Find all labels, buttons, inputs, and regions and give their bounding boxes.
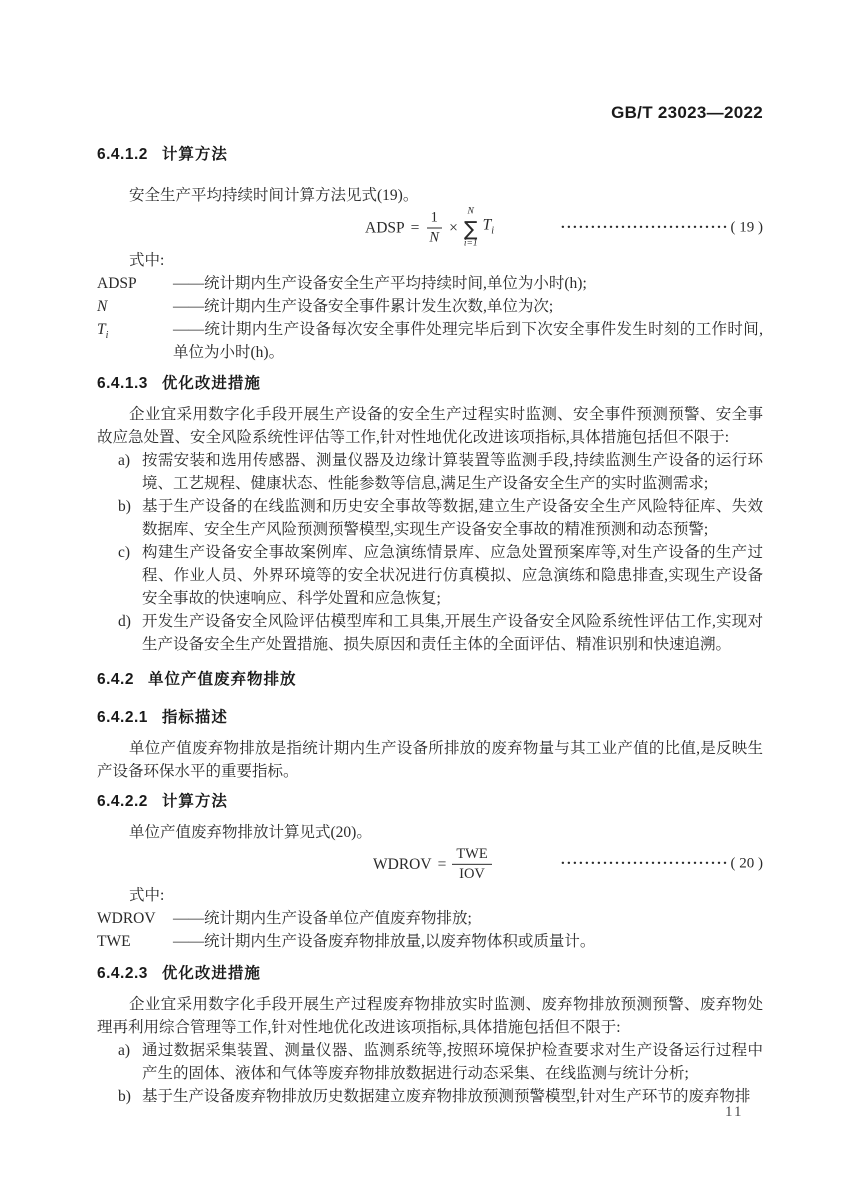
where-label: 式中:: [129, 887, 165, 904]
formula-variable: $T_i$: [482, 216, 495, 237]
term-dash: ——: [173, 910, 204, 927]
fraction-numerator: 1: [427, 210, 442, 229]
times-sign: ×: [449, 219, 458, 237]
fraction-denominator: IOV: [459, 865, 485, 882]
list-item-c: [97, 541, 763, 610]
summation: [464, 208, 478, 249]
heading-number: 6.4.2.1: [97, 709, 148, 726]
item-text: 基于生产设备废弃物排放历史数据建立废弃物排放预测预警模型,针对生产环节的废弃物排: [142, 1088, 751, 1105]
list-item-d: [97, 610, 763, 656]
heading-6-4-2-3: [97, 962, 763, 985]
page-number: 11: [725, 1104, 744, 1120]
doc-code: GB/T 23023—2022: [611, 103, 763, 122]
where-label: 式中:: [129, 252, 165, 269]
item-label: a): [118, 1042, 131, 1059]
term-dash: ——: [173, 275, 204, 292]
formula-lhs: ADSP: [365, 219, 405, 237]
term-symbol: N: [97, 298, 108, 315]
dot-leader: ····························: [560, 219, 729, 236]
list-item-b: [97, 1085, 763, 1108]
paragraph-6421: 单位产值废弃物排放是指统计期内生产设备所排放的废弃物量与其工业产值的比值,是反映生产设备环保水平的重要指标。: [97, 740, 763, 780]
heading-6-4-2-2: [97, 790, 763, 813]
heading-title: 优化改进措施: [161, 965, 261, 982]
list-item-b: [97, 495, 763, 541]
formula-20-leader: [560, 853, 763, 876]
heading-title: 计算方法: [161, 146, 228, 163]
heading-number: 6.4.2.2: [97, 793, 148, 810]
heading-title: 单位产值废弃物排放: [147, 671, 297, 688]
fraction-numerator: TWE: [452, 846, 491, 865]
item-label: a): [118, 452, 131, 469]
heading-6-4-2-1: [97, 706, 763, 729]
formula-lhs: WDROV: [373, 855, 432, 873]
term-definition: ——统计期内生产设备每次安全事件处理完毕后到下次安全事件发生时刻的工作时间,单位为小时(h)。: [173, 321, 763, 361]
term-symbol: WDROV: [97, 910, 156, 927]
item-text: 构建生产设备安全事故案例库、应急演练情景库、应急处置预案库等,对生产设备的生产过程、作业人员、外界环境等的安全状况进行仿真模拟、应急演练和隐患排查,实现生产设备安全事故的快速响应、科学处置和应急恢复;: [142, 544, 763, 607]
fraction: [425, 210, 443, 246]
heading-number: 6.4.1.2: [97, 146, 148, 163]
item-label: d): [118, 613, 131, 630]
sum-lower-limit: i=1: [463, 238, 478, 248]
term-symbol: TWE: [97, 933, 131, 950]
dot-leader: ····························: [560, 855, 729, 872]
heading-title: 优化改进措施: [161, 375, 261, 392]
paragraph-6423-intro: 企业宜采用数字化手段开展生产过程废弃物排放实时监测、废弃物排放预测预警、废弃物处理再利用综合管理等工作,针对性地优化改进该项指标,具体措施包括但不限于:: [97, 996, 763, 1036]
paragraph-formula19-intro: 安全生产平均持续时间计算方法见式(19)。: [129, 187, 419, 204]
term-row-ti: [97, 318, 763, 364]
term-dash: ——: [173, 321, 204, 338]
heading-6-4-1-2: [97, 143, 763, 166]
term-symbol: ADSP: [97, 275, 137, 292]
item-text: 开发生产设备安全风险评估模型库和工具集,开展生产设备安全风险系统性评估工作,实现对生产设备安全生产处置措施、损失原因和责任主体的全面评估、精准识别和快速追溯。: [142, 613, 763, 653]
term-definition: ——统计期内生产设备安全生产平均持续时间,单位为小时(h);: [173, 275, 587, 292]
page-content: [97, 0, 763, 1108]
formula-number: ( 20 ): [730, 855, 763, 872]
paragraph-6413-intro: 企业宜采用数字化手段开展生产设备的安全生产过程实时监测、安全事件预测预警、安全事故应急处置、安全风险系统性评估等工作,针对性地优化改进该项指标,具体措施包括但不限于:: [97, 406, 763, 446]
sum-upper-limit: N: [467, 206, 474, 217]
equals-sign: =: [437, 855, 447, 873]
term-dash: ——: [173, 298, 204, 315]
heading-title: 计算方法: [161, 793, 228, 810]
item-label: b): [118, 498, 131, 515]
formula-19-leader: [560, 217, 763, 240]
fraction-denominator: N: [429, 229, 440, 246]
term-row-n: [97, 295, 763, 318]
formula-19: [365, 208, 494, 249]
formula-20: [373, 846, 492, 882]
term-definition: ——统计期内生产设备安全事件累计发生次数,单位为次;: [173, 298, 554, 315]
term-definition: ——统计期内生产设备单位产值废弃物排放;: [173, 910, 472, 927]
formula-number: ( 19 ): [730, 219, 763, 236]
term-row-twe: [97, 930, 763, 953]
item-text: 按需安装和选用传感器、测量仪器及边缘计算装置等监测手段,持续监测生产设备的运行环境、工艺规程、健康状态、性能参数等信息,满足生产设备安全生产的实时监测需求;: [142, 452, 763, 492]
list-item-a: [97, 449, 763, 495]
item-label: c): [118, 544, 131, 561]
paragraph-formula20-intro: 单位产值废弃物排放计算见式(20)。: [129, 824, 372, 841]
item-text: 通过数据采集装置、测量仪器、监测系统等,按照环境保护检查要求对生产设备运行过程中产生的固体、液体和气体等废弃物排放数据进行动态采集、在线监测与统计分析;: [142, 1042, 763, 1082]
formula-19-row: [97, 207, 763, 249]
equals-sign: =: [410, 219, 420, 237]
item-text: 基于生产设备的在线监测和历史安全事故等数据,建立生产设备安全生产风险特征库、失效数据库、安全生产风险预测预警模型,实现生产设备安全事故的精准预测和动态预警;: [142, 498, 763, 538]
heading-number: 6.4.2: [97, 671, 134, 688]
term-definition: ——统计期内生产设备废弃物排放量,以废弃物体积或质量计。: [173, 933, 596, 950]
term-row-wdrov: [97, 907, 763, 930]
formula-20-row: [97, 844, 763, 884]
term-row-adsp: [97, 272, 763, 295]
heading-6-4-1-3: [97, 372, 763, 395]
sigma-icon: ∑: [463, 216, 478, 240]
item-label: b): [118, 1088, 131, 1105]
term-symbol: $T_i$: [97, 321, 109, 342]
fraction: [452, 846, 491, 882]
term-dash: ——: [173, 933, 204, 950]
heading-title: 指标描述: [161, 709, 228, 726]
list-item-a: [97, 1039, 763, 1085]
heading-number: 6.4.2.3: [97, 965, 148, 982]
heading-number: 6.4.1.3: [97, 375, 148, 392]
heading-6-4-2: [97, 668, 763, 691]
